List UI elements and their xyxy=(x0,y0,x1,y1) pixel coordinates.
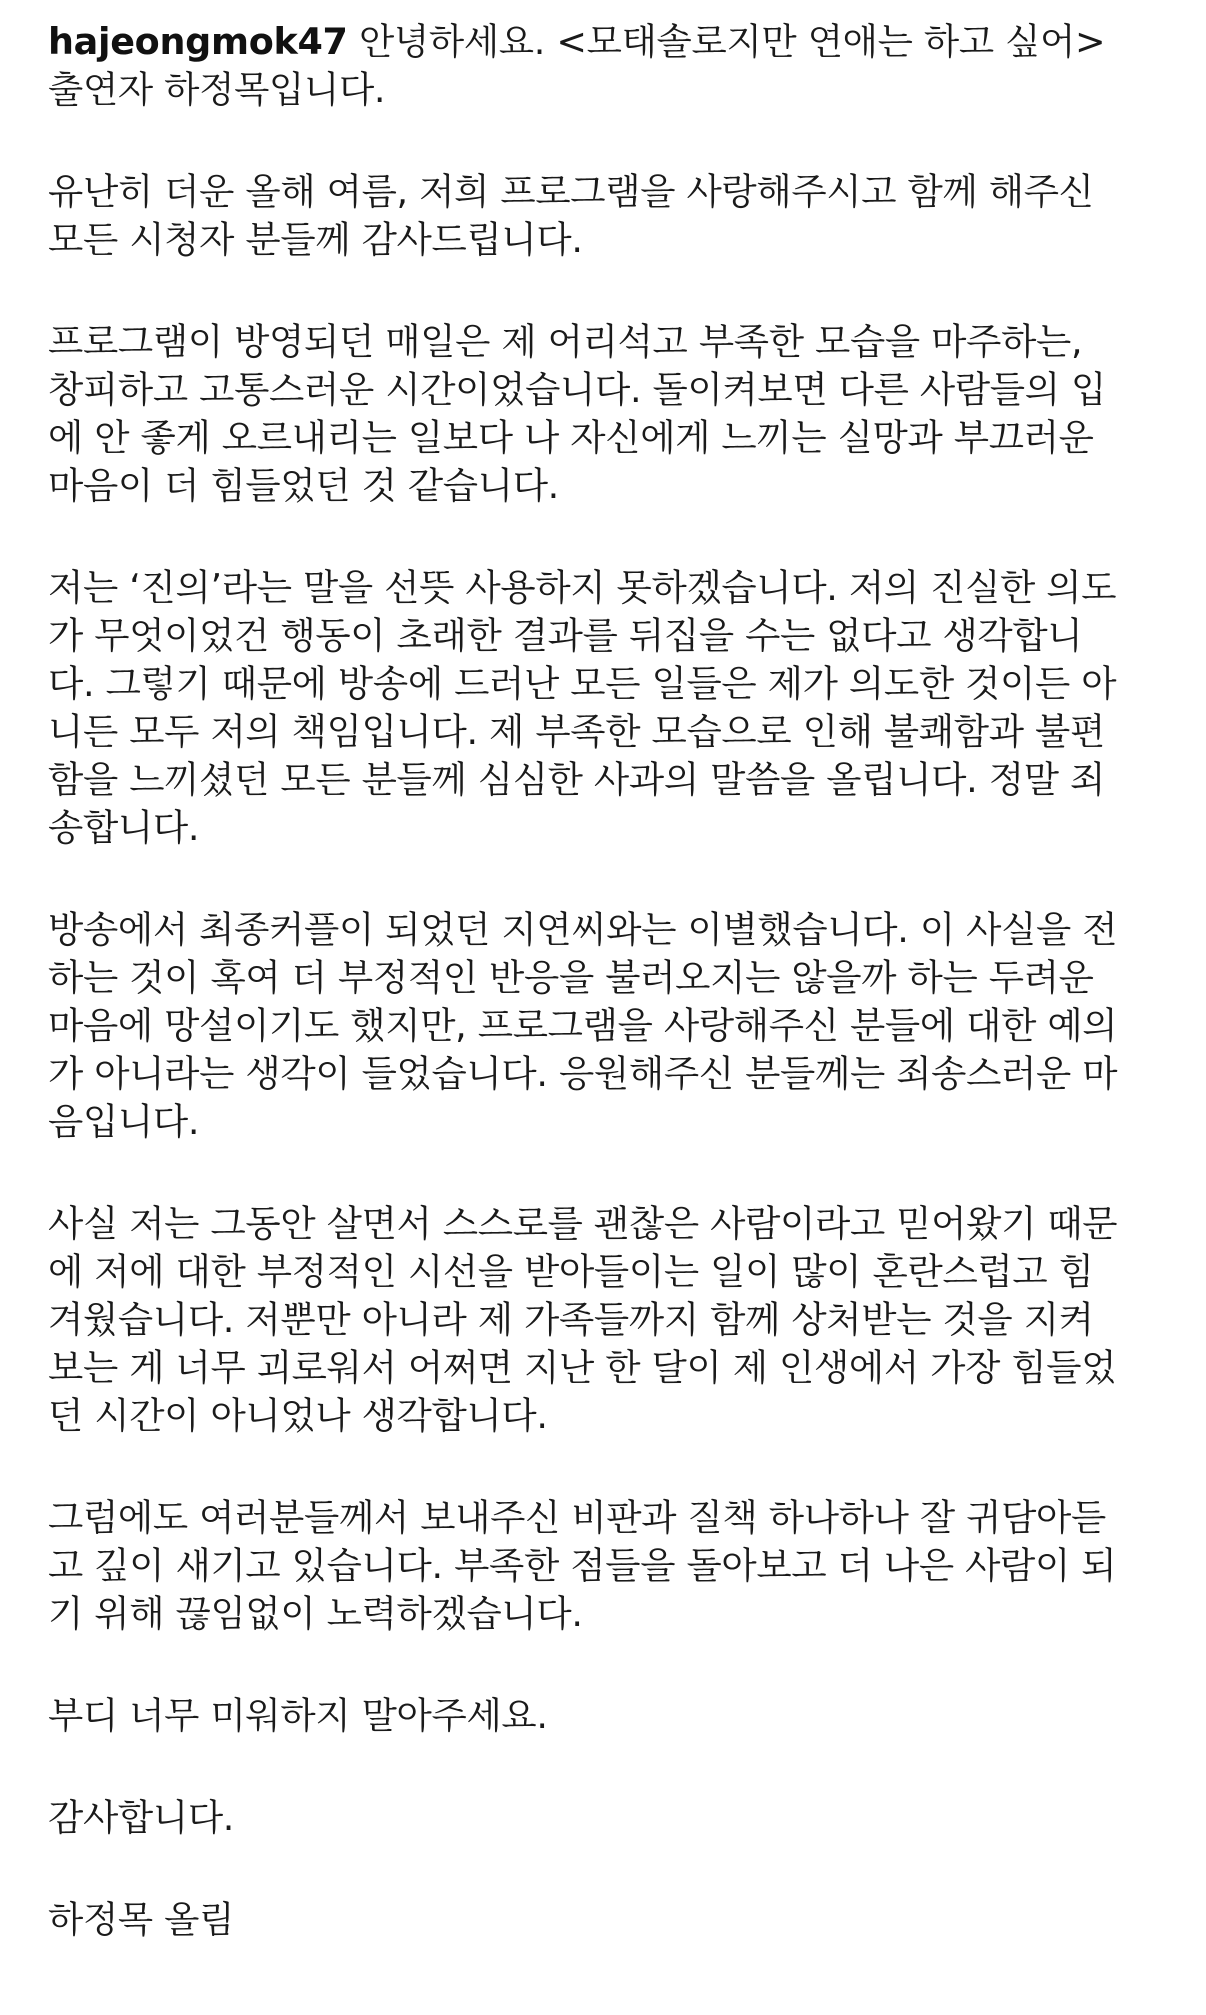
caption-paragraph xyxy=(48,1200,1158,1440)
caption-paragraph xyxy=(48,1692,1158,1740)
caption-line: 보는 게 너무 괴로워서 어쩌면 지난 한 달이 제 인생에서 가장 힘들었 xyxy=(48,1346,1117,1389)
post-caption xyxy=(48,18,1158,1944)
caption-paragraph xyxy=(48,1794,1158,1842)
caption-paragraph xyxy=(48,564,1158,852)
caption-line: 저는 ‘진의’라는 말을 선뜻 사용하지 못하겠습니다. 저의 진실한 의도 xyxy=(48,566,1117,609)
caption-line: 고 깊이 새기고 있습니다. 부족한 점들을 돌아보고 더 나은 사람이 되 xyxy=(48,1544,1117,1587)
caption-line: 방송에서 최종커플이 되었던 지연씨와는 이별했습니다. 이 사실을 전 xyxy=(48,908,1118,951)
caption-line: 사실 저는 그동안 살면서 스스로를 괜찮은 사람이라고 믿어왔기 때문 xyxy=(48,1202,1118,1245)
caption-line: 송합니다. xyxy=(48,806,200,849)
caption-line: 마음에 망설이기도 했지만, 프로그램을 사랑해주신 분들에 대한 예의 xyxy=(48,1004,1118,1047)
caption-paragraph xyxy=(48,318,1158,510)
caption-paragraph xyxy=(48,18,1158,114)
caption-line: 니든 모두 저의 책임입니다. 제 부족한 모습으로 인해 불쾌함과 불편 xyxy=(48,710,1105,753)
caption-line: 음입니다. xyxy=(48,1100,200,1143)
caption-line: 기 위해 끊임없이 노력하겠습니다. xyxy=(48,1592,583,1635)
caption-line: 하는 것이 혹여 더 부정적인 반응을 불러오지는 않을까 하는 두려운 xyxy=(48,956,1094,999)
caption-line: 창피하고 고통스러운 시간이었습니다. 돌이켜보면 다른 사람들의 입 xyxy=(48,368,1106,411)
caption-line: 그럼에도 여러분들께서 보내주신 비판과 질책 하나하나 잘 귀담아듣 xyxy=(48,1496,1106,1539)
caption-line xyxy=(48,18,1158,66)
caption-paragraph xyxy=(48,1896,1158,1944)
caption-line: 감사합니다. xyxy=(48,1796,235,1839)
caption-line: 유난히 더운 올해 여름, 저희 프로그램을 사랑해주시고 함께 해주신 xyxy=(48,170,1094,213)
caption-signature: 하정목 올림 xyxy=(48,1898,235,1941)
caption-line: 가 아니라는 생각이 들었습니다. 응원해주신 분들께는 죄송스러운 마 xyxy=(48,1052,1118,1095)
caption-line: 겨웠습니다. 저뿐만 아니라 제 가족들까지 함께 상처받는 것을 지켜 xyxy=(48,1298,1094,1341)
caption-paragraph xyxy=(48,906,1158,1146)
caption-line: 출연자 하정목입니다. xyxy=(48,68,386,111)
caption-line: 에 저에 대한 부정적인 시선을 받아들이는 일이 많이 혼란스럽고 힘 xyxy=(48,1250,1094,1293)
caption-line: 부디 너무 미워하지 말아주세요. xyxy=(48,1694,548,1737)
caption-line: 가 무엇이었건 행동이 초래한 결과를 뒤집을 수는 없다고 생각합니 xyxy=(48,614,1083,657)
caption-line: 마음이 더 힘들었던 것 같습니다. xyxy=(48,464,559,507)
caption-paragraph xyxy=(48,1494,1158,1638)
username-link[interactable]: hajeongmok47 xyxy=(48,20,348,63)
caption-line: 다. 그렇기 때문에 방송에 드러난 모든 일들은 제가 의도한 것이든 아 xyxy=(48,662,1117,705)
caption-paragraph xyxy=(48,168,1158,264)
caption-line: 함을 느끼셨던 모든 분들께 심심한 사과의 말씀을 올립니다. 정말 죄 xyxy=(48,758,1105,801)
caption-line: 모든 시청자 분들께 감사드립니다. xyxy=(48,218,583,261)
caption-line: 던 시간이 아니었나 생각합니다. xyxy=(48,1394,548,1437)
caption-text: 안녕하세요. <모태솔로지만 연애는 하고 싶어> xyxy=(347,20,1106,63)
caption-line: 에 안 좋게 오르내리는 일보다 나 자신에게 느끼는 실망과 부끄러운 xyxy=(48,416,1094,459)
caption-line: 프로그램이 방영되던 매일은 제 어리석고 부족한 모습을 마주하는, xyxy=(48,320,1083,363)
